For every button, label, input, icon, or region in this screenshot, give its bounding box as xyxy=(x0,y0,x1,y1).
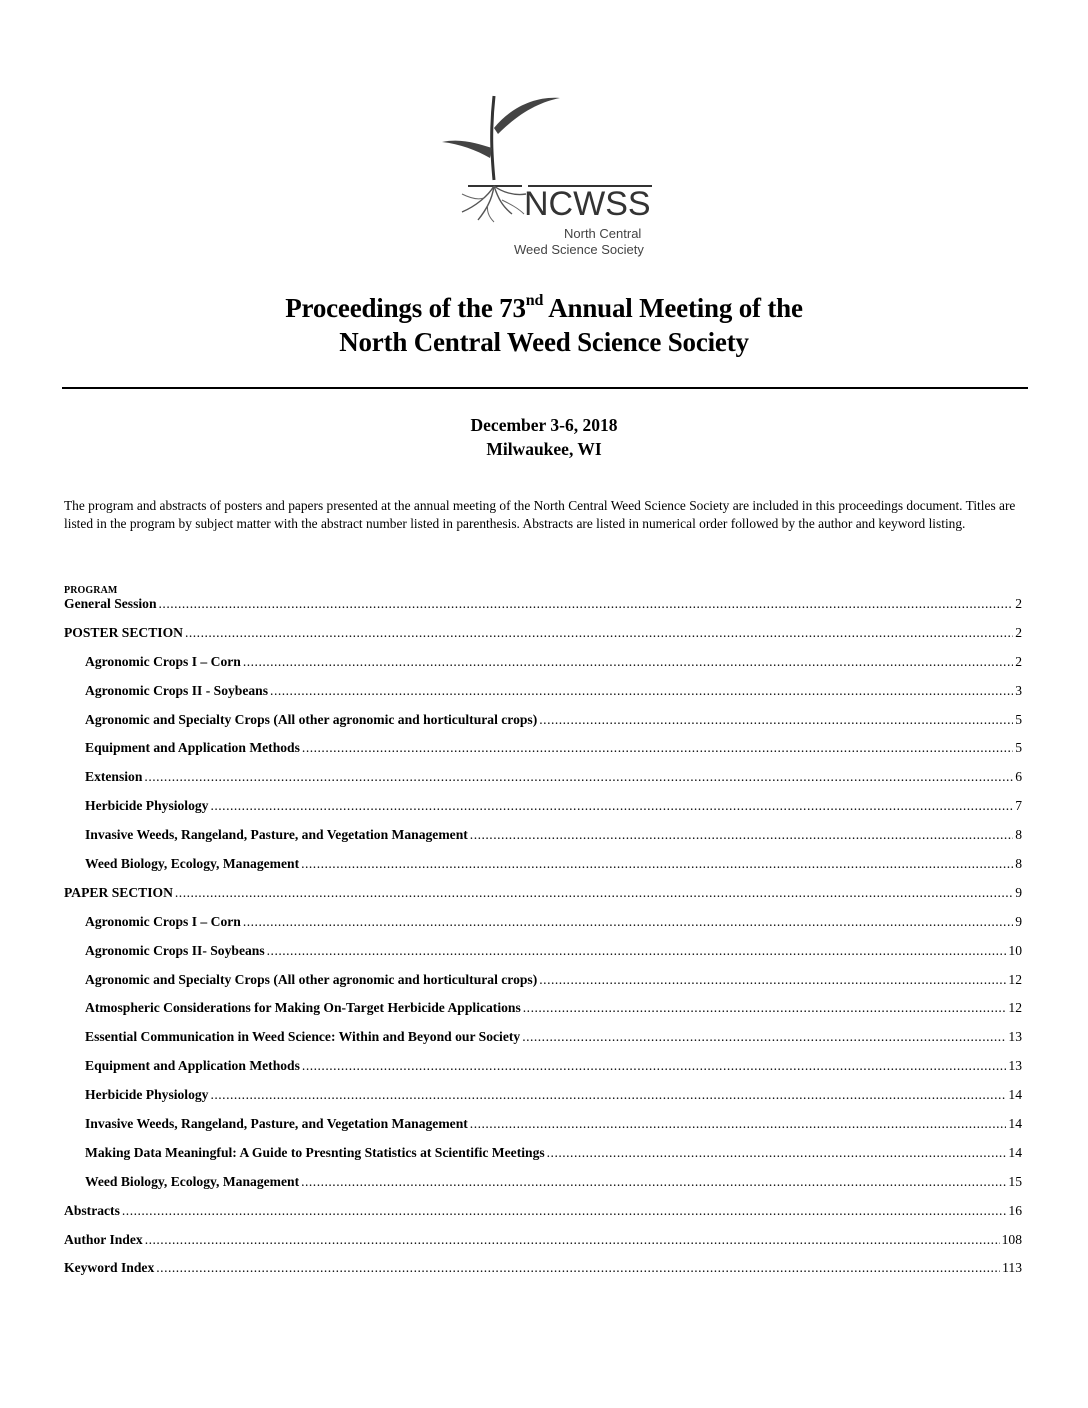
meeting-info xyxy=(0,413,1088,461)
toc-entry-page: 8 xyxy=(1015,856,1022,872)
toc-leader-dots xyxy=(156,1260,1000,1276)
meeting-dates: December 3-6, 2018 xyxy=(470,415,618,435)
toc-entry-title: Agronomic Crops II - Soybeans xyxy=(85,682,269,698)
toc-leader-dots xyxy=(522,1029,1006,1045)
toc-entry-page: 15 xyxy=(1008,1173,1022,1189)
toc-entry-page: 8 xyxy=(1015,827,1022,843)
toc-leader-dots xyxy=(270,683,1013,699)
toc-entry-title: PAPER SECTION xyxy=(64,884,173,900)
toc-entry[interactable] xyxy=(64,856,1022,885)
toc-entry[interactable] xyxy=(64,798,1022,827)
toc-leader-dots xyxy=(159,596,1014,612)
toc-leader-dots xyxy=(470,827,1013,843)
toc-entry[interactable] xyxy=(64,683,1022,712)
toc-entry-title: Author Index xyxy=(64,1231,143,1247)
ncwss-logo xyxy=(432,88,662,263)
toc-entry-title: Herbicide Physiology xyxy=(85,798,209,814)
toc-entry-title: Atmospheric Considerations for Making On-Target Herbicide Applications xyxy=(85,1000,521,1016)
logo-acronym: NCWSS xyxy=(524,185,651,223)
toc-entry-title: Keyword Index xyxy=(64,1260,155,1276)
toc-entry-title: Weed Biology, Ecology, Management xyxy=(85,1173,300,1189)
toc-entry[interactable] xyxy=(64,943,1022,972)
toc-entry-title: Agronomic Crops I – Corn xyxy=(85,653,241,669)
toc-entry-title: Weed Biology, Ecology, Management xyxy=(85,856,300,872)
toc-leader-dots xyxy=(301,1174,1006,1190)
toc-entry[interactable] xyxy=(64,1174,1022,1203)
toc-entry-title: Agronomic Crops II- Soybeans xyxy=(85,942,265,958)
program-label: PROGRAM xyxy=(64,585,118,596)
toc-leader-dots xyxy=(210,798,1013,814)
toc-entry-page: 2 xyxy=(1015,596,1022,611)
toc-entry-title: General Session xyxy=(64,596,157,611)
toc-entry[interactable] xyxy=(64,885,1022,914)
horizontal-rule xyxy=(62,387,1028,389)
toc-entry-page: 6 xyxy=(1015,769,1022,785)
toc-leader-dots xyxy=(302,1058,1006,1074)
toc-entry[interactable] xyxy=(64,1232,1022,1261)
toc-leader-dots xyxy=(539,972,1006,988)
toc-entry-title: Essential Communication in Weed Science: Within and Beyond our Society xyxy=(85,1029,521,1045)
toc-entry-page: 12 xyxy=(1008,971,1022,987)
toc-entry[interactable] xyxy=(64,1203,1022,1232)
toc-entry-title: Abstracts xyxy=(64,1202,120,1218)
toc-entry-title: POSTER SECTION xyxy=(64,624,183,640)
weed-seedling-icon xyxy=(432,88,662,263)
toc-entry[interactable] xyxy=(64,596,1022,625)
toc-entry-title: Herbicide Physiology xyxy=(85,1087,209,1103)
logo-line1: North Central xyxy=(564,226,642,241)
toc-entry-page: 5 xyxy=(1015,711,1022,727)
toc-entry[interactable] xyxy=(64,1116,1022,1145)
toc-entry-title: Making Data Meaningful: A Guide to Presnting Statistics at Scientific Meetings xyxy=(85,1144,545,1160)
toc-entry-page: 2 xyxy=(1015,653,1022,669)
toc-entry-page: 14 xyxy=(1008,1116,1022,1132)
toc-leader-dots xyxy=(243,914,1013,930)
toc-entry-page: 9 xyxy=(1015,884,1022,900)
toc-entry-title: Agronomic and Specialty Crops (All other agronomic and horticultural crops) xyxy=(85,711,538,727)
toc-entry[interactable] xyxy=(64,1058,1022,1087)
toc-entry-page: 7 xyxy=(1015,798,1022,814)
toc-entry-title: Equipment and Application Methods xyxy=(85,1058,300,1074)
toc-leader-dots xyxy=(302,740,1013,756)
toc-entry-page: 13 xyxy=(1008,1058,1022,1074)
toc-entry[interactable] xyxy=(64,712,1022,741)
toc-leader-dots xyxy=(210,1087,1006,1103)
toc-entry[interactable] xyxy=(64,914,1022,943)
toc-entry[interactable] xyxy=(64,1260,1022,1289)
toc-entry[interactable] xyxy=(64,1087,1022,1116)
toc-entry-title: Agronomic Crops I – Corn xyxy=(85,913,241,929)
toc-entry[interactable] xyxy=(64,740,1022,769)
toc-entry-page: 13 xyxy=(1008,1029,1022,1045)
toc-leader-dots xyxy=(523,1000,1007,1016)
toc-entry[interactable] xyxy=(64,654,1022,683)
toc-entry-title: Agronomic and Specialty Crops (All other agronomic and horticultural crops) xyxy=(85,971,538,987)
toc-leader-dots xyxy=(539,712,1013,728)
title-line-2: North Central Weed Science Society xyxy=(339,327,749,357)
document-title xyxy=(0,286,1088,359)
toc-entry-title: Invasive Weeds, Rangeland, Pasture, and Vegetation Management xyxy=(85,1116,468,1132)
toc-entry-page: 3 xyxy=(1015,682,1022,698)
toc-entry[interactable] xyxy=(64,827,1022,856)
table-of-contents xyxy=(64,596,1022,1289)
logo-line2: Weed Science Society xyxy=(514,242,644,257)
toc-entry-title: Extension xyxy=(85,769,143,785)
toc-entry-page: 14 xyxy=(1008,1144,1022,1160)
toc-entry[interactable] xyxy=(64,769,1022,798)
toc-entry-page: 108 xyxy=(1001,1231,1022,1247)
toc-leader-dots xyxy=(243,654,1013,670)
toc-entry[interactable] xyxy=(64,1029,1022,1058)
toc-entry-page: 2 xyxy=(1015,624,1022,640)
meeting-location: Milwaukee, WI xyxy=(486,439,602,459)
toc-entry-page: 5 xyxy=(1015,740,1022,756)
toc-entry-title: Invasive Weeds, Rangeland, Pasture, and Vegetation Management xyxy=(85,827,468,843)
toc-entry-page: 16 xyxy=(1008,1202,1022,1218)
toc-leader-dots xyxy=(547,1145,1007,1161)
toc-entry[interactable] xyxy=(64,1145,1022,1174)
toc-leader-dots xyxy=(301,856,1013,872)
toc-entry-page: 12 xyxy=(1008,1000,1022,1016)
toc-entry-page: 113 xyxy=(1002,1260,1022,1276)
toc-entry[interactable] xyxy=(64,625,1022,654)
title-line-1: Proceedings of the 73nd Annual Meeting of the xyxy=(285,292,803,323)
toc-entry-page: 10 xyxy=(1008,942,1022,958)
toc-leader-dots xyxy=(267,943,1007,959)
toc-entry-title: Equipment and Application Methods xyxy=(85,740,300,756)
toc-entry-page: 14 xyxy=(1008,1087,1022,1103)
toc-entry-page: 9 xyxy=(1015,913,1022,929)
toc-leader-dots xyxy=(470,1116,1007,1132)
toc-leader-dots xyxy=(175,885,1013,901)
toc-entry[interactable] xyxy=(64,1000,1022,1029)
toc-leader-dots xyxy=(185,625,1013,641)
intro-paragraph: The program and abstracts of posters and papers presented at the annual meeting of the North Central Weed Science Society are included in this proceedings document. Titles are listed in the program by subject matter with the abstract number listed in parenthesis. Abstracts are listed in numerical order followed by the author and keyword listing. xyxy=(64,498,1016,531)
toc-leader-dots xyxy=(145,1232,1000,1248)
toc-leader-dots xyxy=(122,1203,1007,1219)
toc-leader-dots xyxy=(144,769,1013,785)
toc-entry[interactable] xyxy=(64,972,1022,1001)
